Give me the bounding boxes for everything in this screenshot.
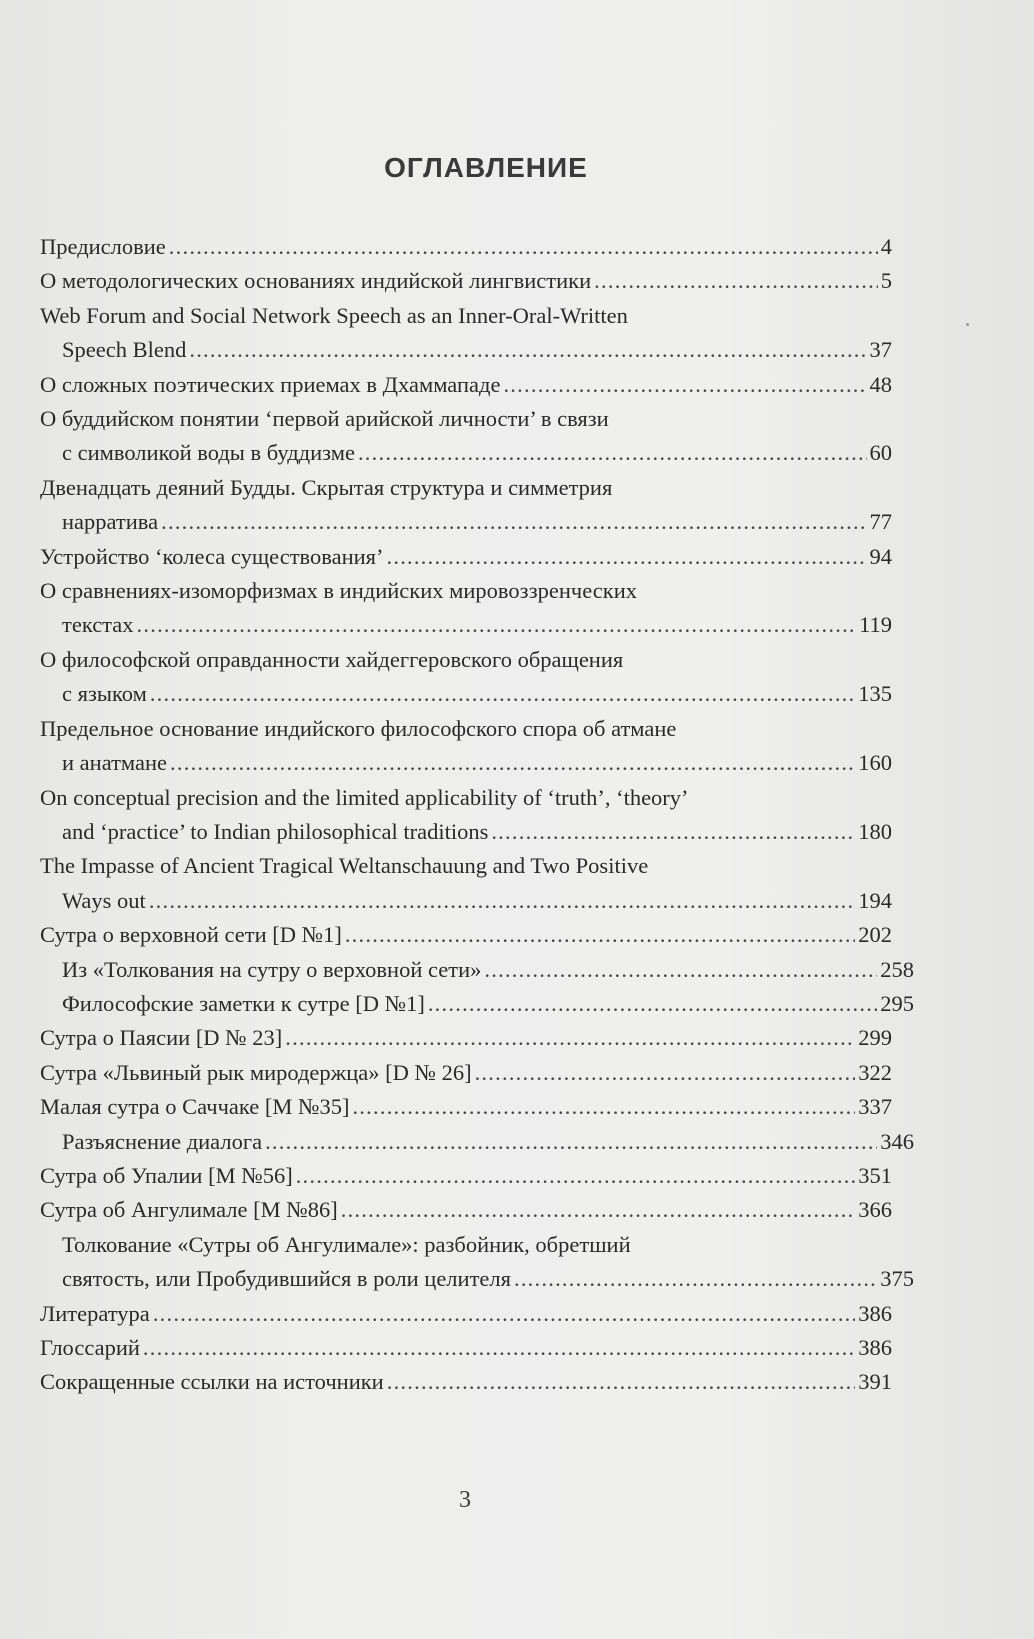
toc-entry-page: 94	[869, 543, 892, 569]
dot-leader	[358, 436, 867, 470]
toc-entry-page: 295	[880, 990, 914, 1016]
toc-entry-title: Speech Blend	[62, 337, 187, 363]
toc-entry-page: 4	[880, 234, 892, 259]
toc-entry[interactable]	[40, 1056, 892, 1090]
dot-leader	[514, 1262, 877, 1296]
toc-entry[interactable]	[40, 643, 892, 712]
toc-entry[interactable]	[40, 1365, 892, 1399]
toc-entry[interactable]	[40, 574, 892, 643]
toc-entry[interactable]	[40, 1193, 892, 1227]
toc-entry-page: 77	[869, 509, 892, 535]
toc-entry[interactable]	[40, 1021, 892, 1055]
dot-leader	[296, 1159, 856, 1193]
dot-leader	[137, 608, 857, 642]
toc-entry-title: Сутра об Ангулимале [M №86]	[40, 1197, 338, 1223]
toc-entry[interactable]	[40, 712, 892, 781]
toc-entry-page: 37	[869, 337, 892, 363]
dot-leader	[428, 987, 877, 1021]
toc-entry-title: Предисловие	[40, 234, 166, 259]
page-title: ОГЛАВЛЕНИЕ	[384, 152, 588, 183]
toc-entry-title: Сутра о верховной сети [D №1]	[40, 922, 342, 948]
toc-entry[interactable]	[40, 540, 892, 574]
toc-entry-title: О сложных поэтических приемах в Дхаммападе	[40, 371, 501, 397]
dot-leader	[189, 333, 866, 367]
toc-entry-title: Предельное основание индийского философского спора об атмане	[40, 715, 677, 741]
dot-leader	[161, 505, 866, 539]
toc-entry[interactable]	[40, 1228, 914, 1297]
toc-entry-title: Глоссарий	[40, 1335, 140, 1360]
toc-entry-title: Web Forum and Social Network Speech as an Inner-Oral-Written	[40, 302, 628, 328]
dot-leader	[285, 1021, 855, 1055]
page-number: 3	[459, 1487, 471, 1513]
toc-entry[interactable]	[40, 368, 892, 402]
toc-entry[interactable]	[40, 987, 914, 1021]
toc-entry-title: The Impasse of Ancient Tragical Weltanschauung and Two Positive	[40, 853, 649, 879]
toc-entry-title: с символикой воды в буддизме	[62, 440, 355, 466]
dot-leader	[475, 1056, 856, 1090]
toc-entry-title: and ‘practice’ to Indian philosophical traditions	[62, 818, 489, 844]
toc-entry-page: 351	[858, 1162, 892, 1188]
toc-entry-title: Устройство ‘колеса существования’	[40, 543, 384, 569]
dot-leader	[503, 368, 866, 402]
toc-entry-title: святость, или Пробудившийся в роли целителя	[62, 1266, 511, 1292]
toc-entry[interactable]	[40, 918, 892, 952]
toc-entry[interactable]	[40, 299, 892, 368]
toc-entry-page: 391	[858, 1369, 892, 1395]
table-of-contents	[40, 230, 914, 1400]
paper-speck	[966, 323, 969, 326]
toc-entry-title: Сутра об Упалии [M №56]	[40, 1162, 293, 1188]
toc-entry-page: 48	[869, 371, 892, 397]
toc-entry-title: с языком	[62, 681, 147, 707]
dot-leader	[387, 1365, 856, 1399]
dot-leader	[150, 677, 855, 711]
toc-entry[interactable]	[40, 849, 892, 918]
toc-entry[interactable]	[40, 953, 914, 987]
toc-entry[interactable]	[40, 264, 892, 298]
dot-leader	[352, 1090, 855, 1124]
dot-leader	[169, 230, 878, 264]
toc-entry-page: 375	[880, 1266, 914, 1292]
toc-entry-title: Литература	[40, 1300, 150, 1326]
dot-leader	[149, 884, 855, 918]
toc-entry-title: нарратива	[62, 509, 159, 535]
dot-leader	[594, 264, 878, 298]
dot-leader	[345, 918, 855, 952]
toc-entry-title: Ways out	[62, 887, 146, 913]
toc-entry-title: и анатмане	[62, 750, 168, 776]
dot-leader	[170, 746, 855, 780]
toc-entry[interactable]	[40, 1125, 914, 1159]
toc-entry-page: 135	[858, 681, 892, 707]
toc-entry-title: О философской оправданности хайдеггеровского обращения	[40, 646, 624, 672]
toc-entry[interactable]	[40, 1331, 892, 1365]
toc-entry[interactable]	[40, 781, 892, 850]
dot-leader	[387, 540, 867, 574]
toc-entry[interactable]	[40, 1297, 892, 1331]
toc-entry-title: Сокращенные ссылки на источники	[40, 1369, 384, 1395]
toc-entry-title: Разъяснение диалога	[62, 1128, 263, 1154]
dot-leader	[484, 953, 877, 987]
toc-entry-page: 119	[859, 612, 892, 638]
toc-entry-title: Малая сутра о Саччаке [M №35]	[40, 1094, 350, 1120]
toc-entry[interactable]	[40, 402, 892, 471]
toc-entry-page: 386	[858, 1335, 892, 1360]
toc-entry-page: 366	[858, 1197, 892, 1223]
dot-leader	[491, 815, 855, 849]
dot-leader	[153, 1297, 855, 1331]
toc-entry-page: 258	[880, 956, 914, 982]
toc-entry-page: 202	[858, 922, 892, 948]
toc-entry-title: Сутра о Паясии [D № 23]	[40, 1025, 283, 1051]
toc-entry-page: 5	[880, 268, 892, 294]
toc-entry-title: Философские заметки к сутре [D №1]	[62, 990, 425, 1016]
toc-entry[interactable]	[40, 471, 892, 540]
toc-entry-title: Сутра «Львиный рык миродержца» [D № 26]	[40, 1059, 472, 1085]
toc-entry-page: 299	[858, 1025, 892, 1051]
dot-leader	[143, 1331, 855, 1365]
toc-entry-title: Двенадцать деяний Будды. Скрытая структура и симметрия	[40, 474, 613, 500]
toc-entry-page: 60	[869, 440, 892, 466]
toc-entry[interactable]	[40, 230, 892, 264]
toc-entry-title: О сравнениях-изоморфизмах в индийских мировоззренческих	[40, 578, 638, 604]
toc-entry-title: текстах	[62, 612, 134, 638]
toc-entry[interactable]	[40, 1090, 892, 1124]
toc-entry-page: 180	[858, 818, 892, 844]
toc-entry-page: 194	[858, 887, 892, 913]
toc-entry-title: О буддийском понятии ‘первой арийской личности’ в связи	[40, 406, 609, 432]
dot-leader	[341, 1193, 856, 1227]
toc-entry-page: 346	[880, 1128, 914, 1154]
toc-entry-title: Из «Толкования на сутру о верховной сети»	[62, 956, 482, 982]
toc-entry-page: 337	[858, 1094, 892, 1120]
toc-entry-page: 322	[858, 1059, 892, 1085]
toc-entry-title: Толкование «Сутры об Ангулимале»: разбойник, обретший	[62, 1231, 631, 1257]
toc-entry-title: On conceptual precision and the limited applicability of ‘truth’, ‘theory’	[40, 784, 689, 810]
dot-leader	[265, 1125, 877, 1159]
toc-entry-page: 386	[858, 1300, 892, 1326]
toc-entry-page: 160	[858, 750, 892, 776]
toc-entry-title: О методологических основаниях индийской лингвистики	[40, 268, 592, 294]
toc-entry[interactable]	[40, 1159, 892, 1193]
